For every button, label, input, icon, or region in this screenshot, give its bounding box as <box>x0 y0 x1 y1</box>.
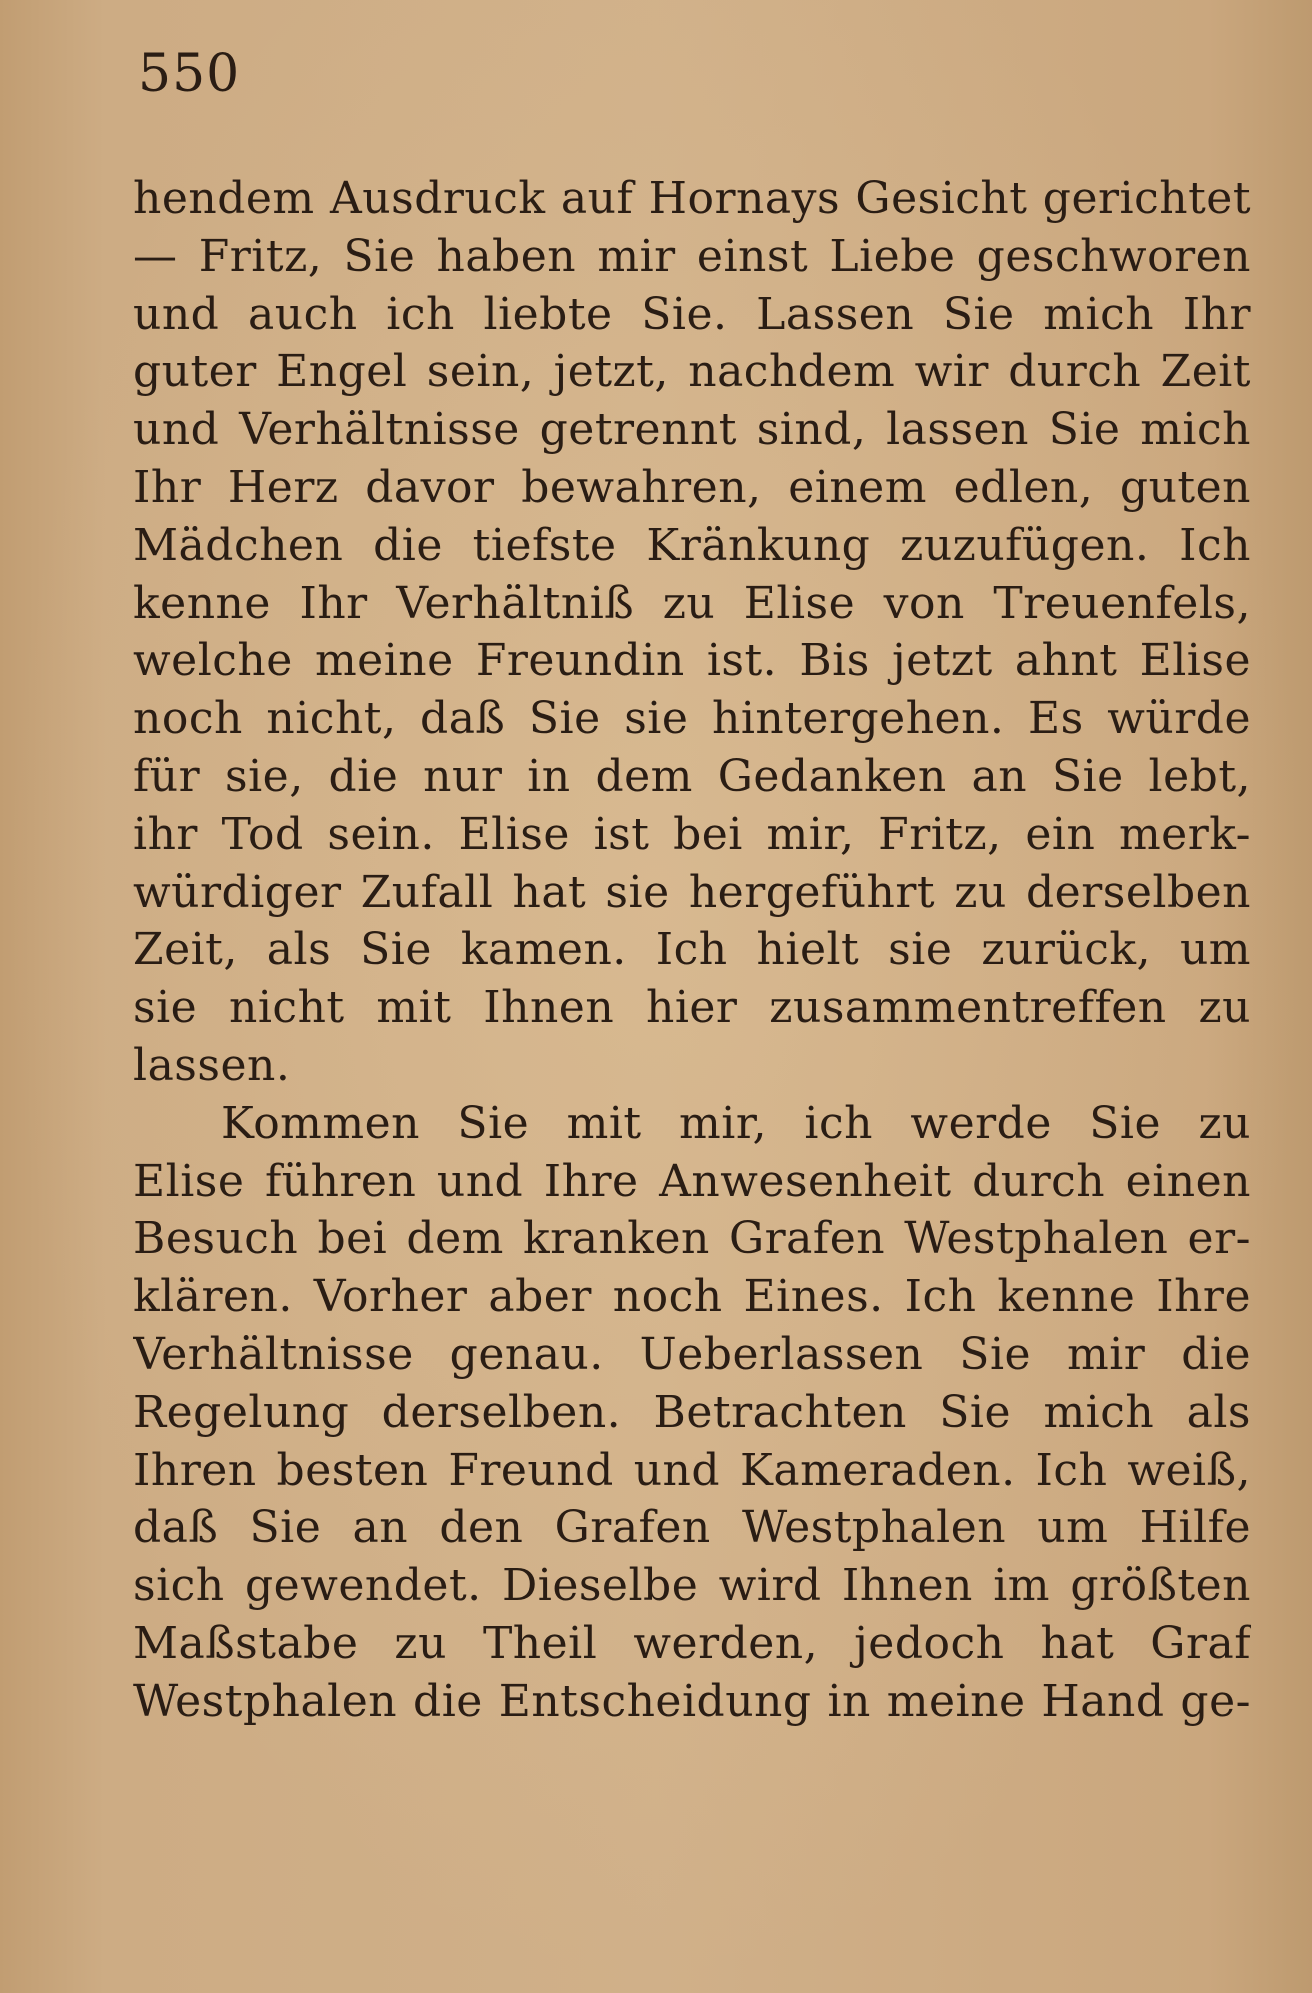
text-line: für sie, die nur in dem Gedanken an Sie lebt, <box>133 750 1251 802</box>
text-line: Ihren besten Freund und Kameraden. Ich weiß, <box>133 1444 1251 1496</box>
paragraph-1 <box>133 170 1251 1095</box>
text-line: Mädchen die tiefste Kränkung zuzufügen. Ich <box>133 519 1251 571</box>
text-line: Zeit, als Sie kamen. Ich hielt sie zurück, um <box>133 924 1251 976</box>
text-line: und auch ich liebte Sie. Lassen Sie mich Ihr <box>133 288 1251 340</box>
text-line: sich gewendet. Dieselbe wird Ihnen im größten <box>133 1560 1251 1612</box>
text-line: kenne Ihr Verhältniß zu Elise von Treuenfels, <box>133 577 1251 629</box>
text-line: Regelung derselben. Betrachten Sie mich als <box>133 1386 1251 1438</box>
text-line: — Fritz, Sie haben mir einst Liebe geschworen <box>133 230 1251 282</box>
text-line: Westphalen die Entscheidung in meine Hand ge- <box>133 1675 1251 1727</box>
text-line: Besuch bei dem kranken Grafen Westphalen er- <box>133 1213 1251 1265</box>
text-line: guter Engel sein, jetzt, nachdem wir durch Zeit <box>133 346 1251 398</box>
page-number: 550 <box>138 44 241 104</box>
text-line: noch nicht, daß Sie sie hintergehen. Es würde <box>133 693 1251 745</box>
text-line: Maßstabe zu Theil werden, jedoch hat Graf <box>133 1617 1251 1669</box>
text-line: Ihr Herz davor bewahren, einem edlen, guten <box>133 461 1251 513</box>
text-line: klären. Vorher aber noch Eines. Ich kenne Ihre <box>133 1271 1251 1323</box>
text-line: hendem Ausdruck auf Hornays Gesicht gerichtet <box>133 173 1251 224</box>
text-line: welche meine Freundin ist. Bis jetzt ahnt Elise <box>133 635 1251 687</box>
text-line: Kommen Sie mit mir, ich werde Sie zu <box>221 1097 1251 1149</box>
text-line: und Verhältnisse getrennt sind, lassen Sie mich <box>133 404 1251 456</box>
text-line: Elise führen und Ihre Anwesenheit durch einen <box>133 1155 1251 1207</box>
text-line: würdiger Zufall hat sie hergeführt zu derselben <box>133 866 1251 918</box>
text-line: daß Sie an den Grafen Westphalen um Hilfe <box>133 1502 1251 1554</box>
text-line: ihr Tod sein. Elise ist bei mir, Fritz, ein merk- <box>133 808 1251 860</box>
text-line: lassen. <box>133 1039 291 1091</box>
text-line: Verhältnisse genau. Ueberlassen Sie mir die <box>133 1328 1251 1380</box>
text-line: sie nicht mit Ihnen hier zusammentreffen zu <box>133 982 1251 1034</box>
body-text <box>133 170 1251 1731</box>
paragraph-2 <box>133 1095 1251 1731</box>
